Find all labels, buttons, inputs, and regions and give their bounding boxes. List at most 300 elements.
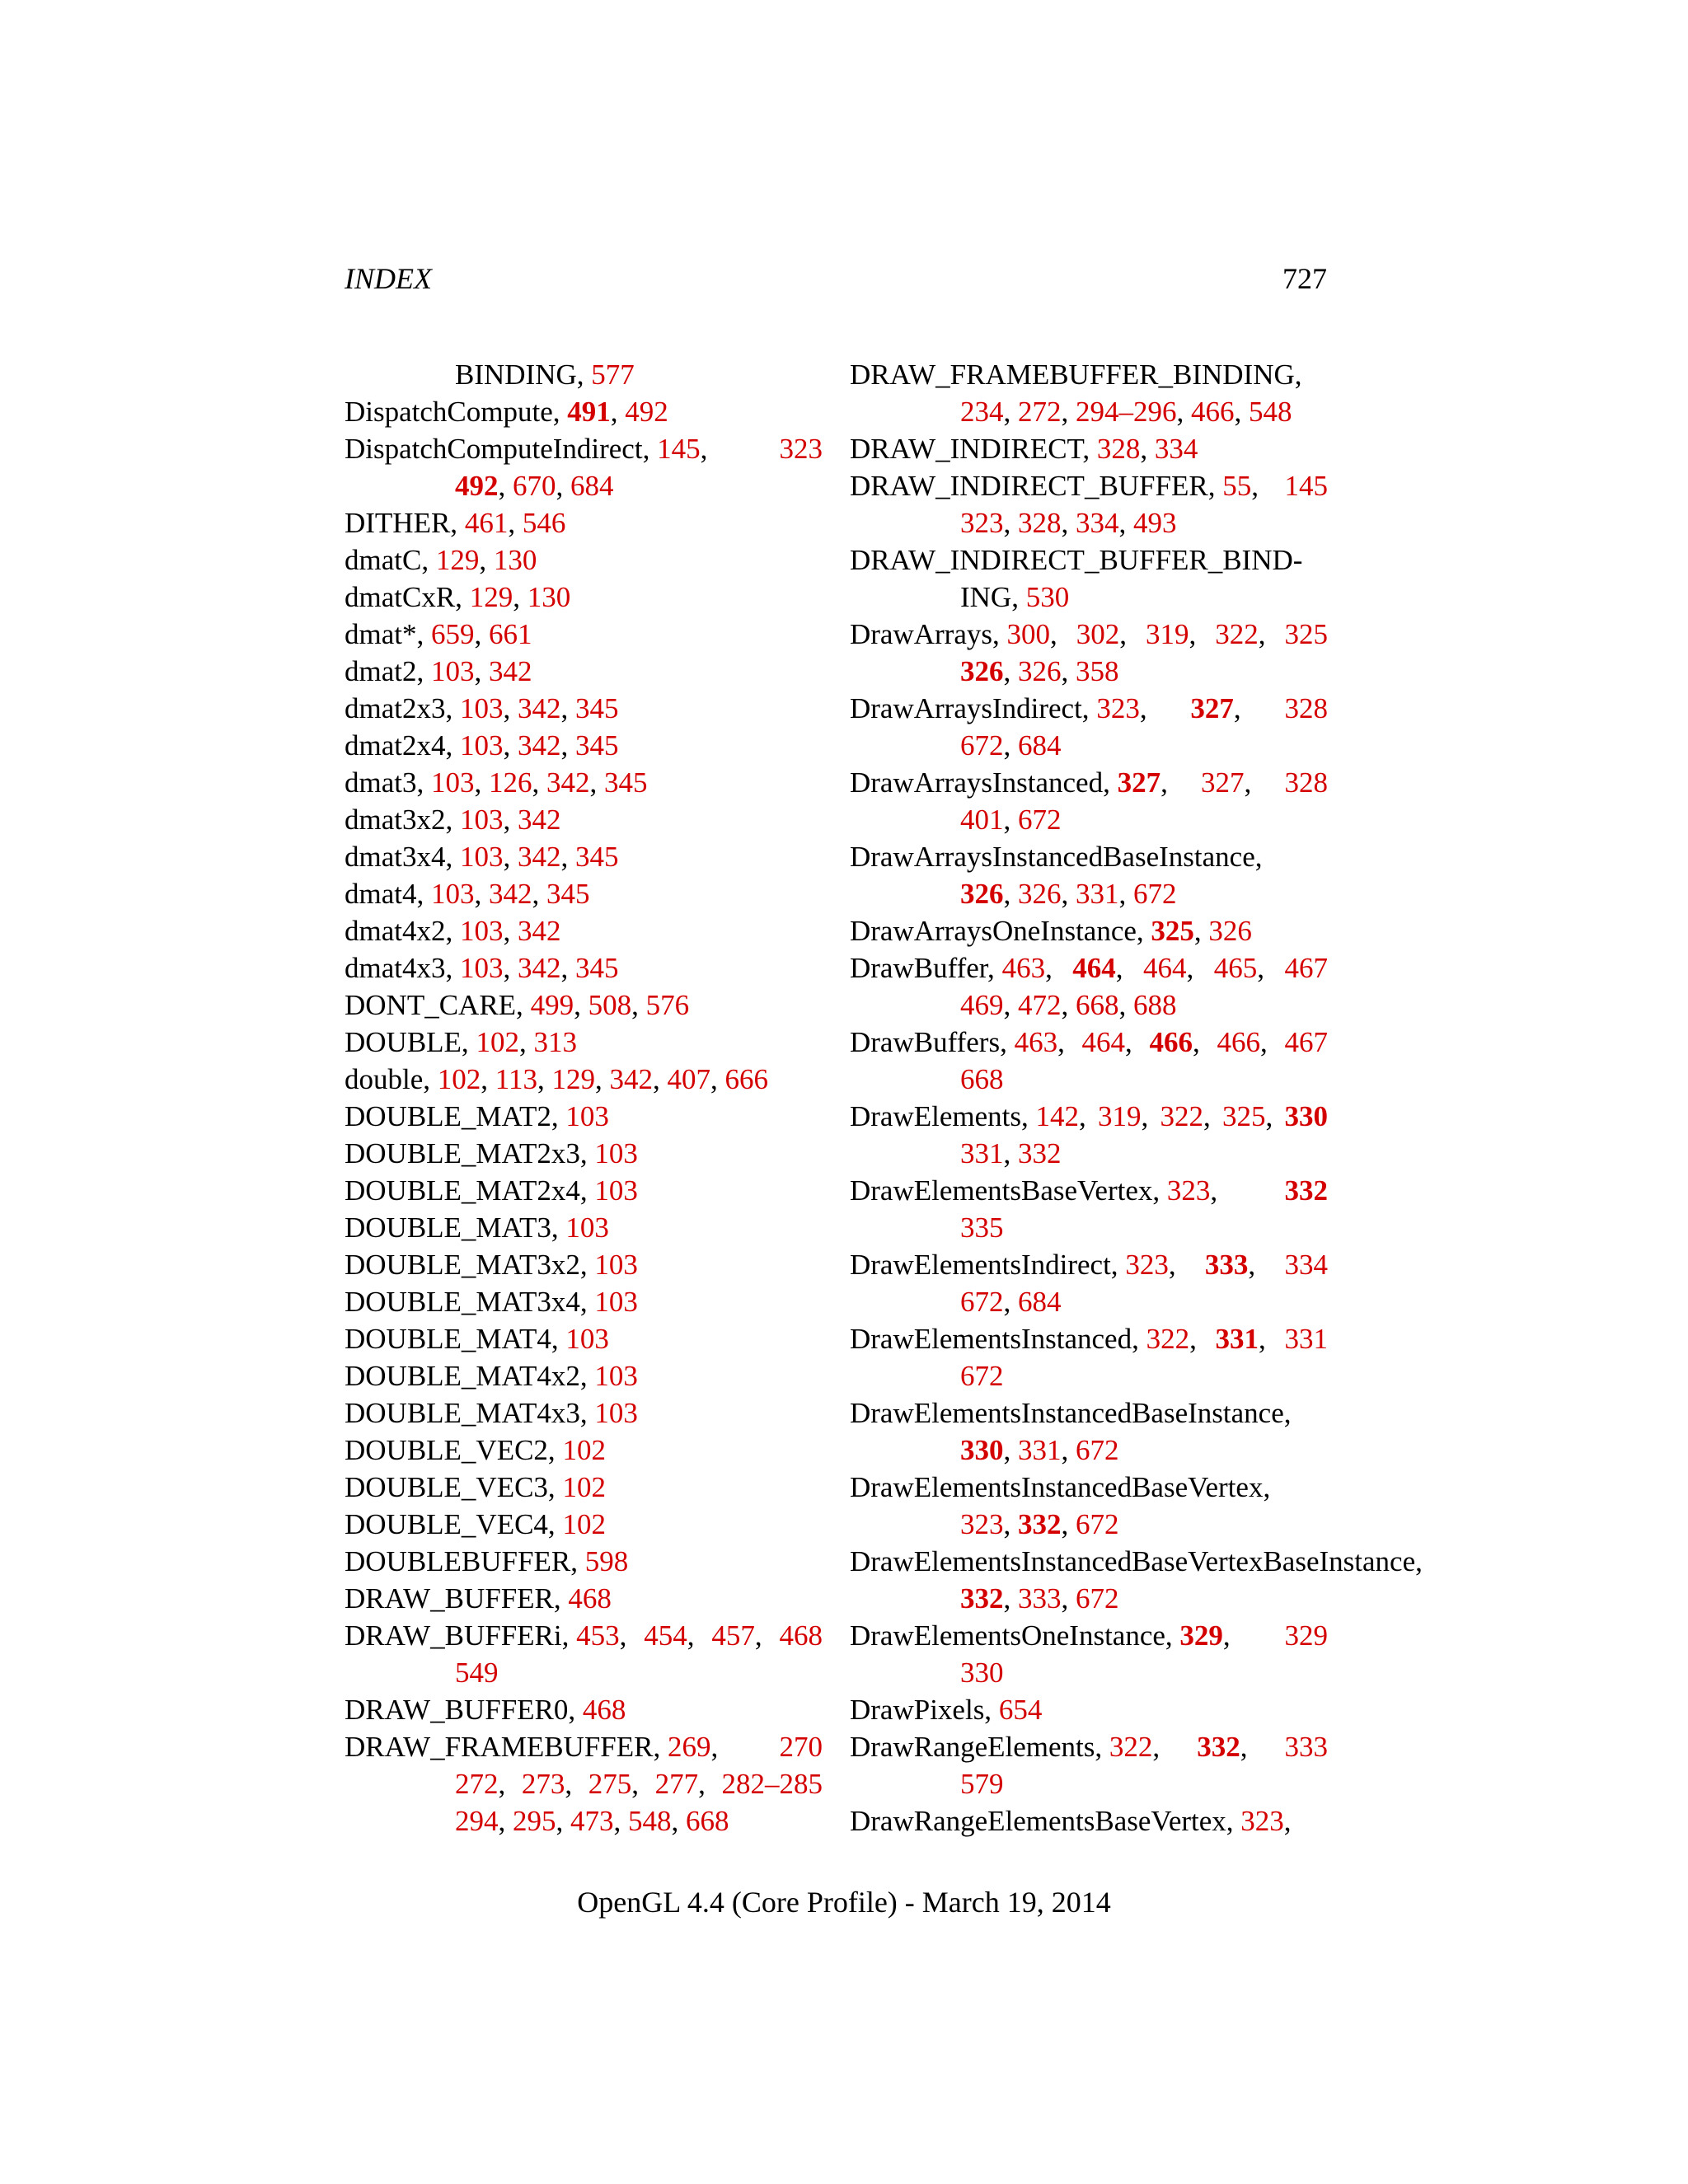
index-entry: dmat2x3, 103, 342, 345: [345, 692, 619, 724]
page-reference-link[interactable]: 126: [488, 766, 532, 799]
index-entry: DrawRangeElements, 322, 332, 333: [850, 1731, 1328, 1763]
index-entry: DONT_CARE, 499, 508, 576: [345, 989, 690, 1021]
page-reference-link[interactable]: 457: [711, 1619, 755, 1652]
index-entry: DRAW_INDIRECT_BUFFER, 55, 145: [850, 470, 1328, 502]
page-reference-link[interactable]: 103: [459, 804, 504, 836]
page-reference-link[interactable]: 113: [495, 1063, 537, 1095]
page-reference-link[interactable]: 468: [568, 1582, 612, 1615]
index-term: DRAW_BUFFERi,: [345, 1619, 577, 1652]
index-entry: [345, 1580, 823, 1617]
page-reference-link[interactable]: 275: [588, 1768, 632, 1800]
page-reference-link[interactable]: 549: [455, 1657, 499, 1689]
index-entry: [345, 1357, 823, 1394]
index-entry: dmat2, 103, 342: [345, 655, 532, 687]
page-reference-link[interactable]: 464: [1081, 1026, 1126, 1058]
page-reference-link[interactable]: 577: [591, 359, 635, 391]
page-reference-link[interactable]: 684: [1018, 1286, 1062, 1318]
page-reference-link[interactable]: 491: [567, 396, 611, 428]
index-entry-continuation: [850, 1654, 1443, 1691]
index-term: double,: [345, 1063, 438, 1095]
page-reference-link[interactable]: 464: [1143, 952, 1187, 984]
index-column-left: [345, 356, 823, 1840]
page-reference-link[interactable]: 493: [1133, 507, 1177, 539]
index-entry: [850, 356, 1443, 393]
index-entry-continuation: [850, 1765, 1443, 1802]
index-term: DrawArrays,: [850, 618, 1007, 650]
page-reference-link[interactable]: 672: [1133, 878, 1177, 910]
index-term: DRAW_FRAMEBUFFER_BINDING,: [850, 359, 1302, 391]
page-reference-link[interactable]: 672: [960, 729, 1004, 762]
index-term: dmat4x3,: [345, 952, 460, 984]
index-entry: [345, 1543, 823, 1580]
index-entry: dmat3x4, 103, 342, 345: [345, 841, 619, 873]
index-column-right: [850, 356, 1443, 1840]
index-term: DrawArraysOneInstance,: [850, 915, 1151, 947]
index-term: DrawArraysInstancedBaseInstance,: [850, 841, 1263, 873]
section-title: INDEX: [345, 262, 432, 295]
index-entry: dmat4x3, 103, 342, 345: [345, 952, 619, 984]
index-term: DOUBLE_MAT3x4,: [345, 1286, 595, 1318]
page-reference-link[interactable]: 469: [960, 989, 1004, 1021]
page-reference-link[interactable]: 102: [562, 1508, 606, 1540]
page-reference-link[interactable]: 322: [1215, 618, 1259, 650]
page-reference-link[interactable]: 103: [594, 1137, 638, 1169]
page-reference-link[interactable]: 342: [517, 804, 561, 836]
page-reference-link[interactable]: 466: [1217, 1026, 1260, 1058]
page-reference-link[interactable]: 323: [779, 433, 823, 465]
index-entry: [345, 1320, 823, 1357]
page-reference-link[interactable]: 103: [594, 1249, 638, 1281]
index-entry: DrawBuffers, 463, 464, 466, 466, 467: [850, 1026, 1328, 1058]
page-reference-link[interactable]: 102: [476, 1026, 519, 1058]
index-entry: DrawBuffer, 463, 464, 464, 465, 467: [850, 952, 1328, 984]
index-entry-continuation: [850, 1061, 1443, 1098]
page-reference-link[interactable]: 282–285: [721, 1768, 823, 1800]
page-reference-link[interactable]: 332: [1018, 1508, 1062, 1540]
page-reference-link[interactable]: 672: [960, 1360, 1004, 1392]
page-reference-link[interactable]: 342: [517, 729, 561, 762]
page-reference-link[interactable]: 273: [521, 1768, 565, 1800]
page-number: 727: [1282, 262, 1327, 295]
page-reference-link[interactable]: 103: [459, 692, 504, 724]
page-reference-link[interactable]: 270: [779, 1731, 823, 1763]
index-term: dmat3x2,: [345, 804, 460, 836]
page-reference-link[interactable]: 546: [522, 507, 566, 539]
page-reference-link[interactable]: 103: [594, 1397, 638, 1429]
index-term: DispatchCompute,: [345, 396, 568, 428]
index-entry: [345, 1135, 823, 1172]
page-reference-link[interactable]: 335: [960, 1212, 1004, 1244]
page-reference-link[interactable]: 666: [724, 1063, 768, 1095]
page-reference-link[interactable]: 234: [960, 396, 1004, 428]
index-entry: dmat4, 103, 342, 345: [345, 878, 590, 910]
index-entry-continuation: 469, 472, 668, 688: [960, 989, 1177, 1021]
page-reference-link[interactable]: 463: [1014, 1026, 1058, 1058]
page-reference-link[interactable]: 277: [654, 1768, 699, 1800]
page-reference-link[interactable]: 499: [530, 989, 574, 1021]
index-term: DrawElementsInstancedBaseInstance,: [850, 1397, 1292, 1429]
page-reference-link[interactable]: 272: [1018, 396, 1062, 428]
index-term: DrawElementsIndirect,: [850, 1249, 1126, 1281]
page-reference-link[interactable]: 659: [430, 618, 475, 650]
index-entry-continuation: 326, 326, 358: [960, 655, 1119, 687]
page-reference-link[interactable]: 508: [588, 989, 632, 1021]
index-entry-continuation: [850, 1209, 1443, 1246]
index-term: DRAW_INDIRECT_BUFFER_BIND-: [850, 544, 1303, 576]
index-entry: DRAW_BUFFERi, 453, 454, 457, 468: [345, 1619, 823, 1652]
index-entry: DrawArraysIndirect, 323, 327, 328: [850, 692, 1328, 724]
index-term: DrawArraysInstanced,: [850, 766, 1118, 799]
index-term: DrawPixels,: [850, 1694, 999, 1726]
page-reference-link[interactable]: 319: [1097, 1100, 1142, 1132]
index-entry-continuation: [345, 1654, 823, 1691]
index-entry: [345, 1506, 823, 1543]
index-term: ING,: [960, 581, 1026, 613]
page-reference-link[interactable]: 323: [960, 1508, 1004, 1540]
page-reference-link[interactable]: 294: [455, 1805, 499, 1837]
page-reference-link[interactable]: 345: [574, 841, 619, 873]
index-entry: [850, 1394, 1443, 1432]
index-term: DrawElementsInstancedBaseVertex,: [850, 1471, 1271, 1503]
page-reference-link[interactable]: 102: [562, 1471, 606, 1503]
page-reference-link[interactable]: 328: [1284, 692, 1328, 724]
index-term: DITHER,: [345, 507, 465, 539]
page-reference-link[interactable]: 472: [1018, 989, 1062, 1021]
page-reference-link[interactable]: 326: [1018, 878, 1062, 910]
page-reference-link[interactable]: 672: [960, 1286, 1004, 1318]
index-entry-continuation: 272, 273, 275, 277, 282–285: [455, 1768, 823, 1800]
index-entry-continuation: [345, 356, 823, 393]
page-reference-link[interactable]: 300: [1006, 618, 1050, 650]
index-entry: [850, 541, 1443, 579]
index-entry-continuation: 323, 328, 334, 493: [960, 507, 1177, 539]
page-reference-link[interactable]: 342: [517, 692, 561, 724]
page-reference-link[interactable]: 342: [517, 952, 561, 984]
page-reference-link[interactable]: 323: [1125, 1249, 1169, 1281]
page-reference-link[interactable]: 668: [1076, 989, 1119, 1021]
index-term: DOUBLEBUFFER,: [345, 1545, 585, 1577]
page-reference-link[interactable]: 332: [1197, 1731, 1240, 1763]
index-entry: [345, 1209, 823, 1246]
index-entry: [850, 1691, 1443, 1728]
index-term: BINDING,: [455, 359, 592, 391]
index-entry: DrawElementsInstanced, 322, 331, 331: [850, 1323, 1328, 1355]
page-reference-link[interactable]: 295: [513, 1805, 556, 1837]
page-reference-link[interactable]: 330: [1284, 1100, 1328, 1132]
page-reference-link[interactable]: 323: [1096, 692, 1140, 724]
index-entry-continuation: [850, 1357, 1443, 1394]
page-reference-link[interactable]: 466: [1149, 1026, 1193, 1058]
page-reference-link[interactable]: 331: [960, 1137, 1004, 1169]
index-entry: DrawArraysOneInstance, 325, 326: [850, 915, 1252, 947]
page-reference-link[interactable]: 492: [625, 396, 668, 428]
page-reference-link[interactable]: 342: [488, 655, 532, 687]
page-reference-link[interactable]: 401: [960, 804, 1004, 836]
page-reference-link[interactable]: 103: [594, 1286, 638, 1318]
index-term: dmat3x4,: [345, 841, 460, 873]
index-entry: DRAW_FRAMEBUFFER, 269, 270: [345, 1731, 823, 1763]
index-entry: dmat3, 103, 126, 342, 345: [345, 766, 648, 799]
index-term: DRAW_INDIRECT,: [850, 433, 1097, 465]
index-entry: DispatchCompute, 491, 492: [345, 396, 668, 428]
page-reference-link[interactable]: 103: [459, 841, 504, 873]
page-reference-link[interactable]: 313: [533, 1026, 577, 1058]
page-reference-link[interactable]: 530: [1025, 581, 1070, 613]
index-term: dmat2x3,: [345, 692, 460, 724]
page-reference-link[interactable]: 327: [1201, 766, 1245, 799]
index-entry: dmatCxR, 129, 130: [345, 581, 571, 613]
index-term: DONT_CARE,: [345, 989, 531, 1021]
index-entry: [345, 1172, 823, 1209]
page-reference-link[interactable]: 672: [1018, 804, 1062, 836]
page-reference-link[interactable]: 330: [960, 1657, 1004, 1689]
index-term: DOUBLE_VEC4,: [345, 1508, 563, 1540]
page-reference-link[interactable]: 407: [667, 1063, 710, 1095]
page-reference-link[interactable]: 492: [455, 470, 499, 502]
index-term: dmat*,: [345, 618, 431, 650]
index-entry-continuation: 323, 332, 672: [960, 1508, 1119, 1540]
index-entry: [345, 1394, 823, 1432]
page-reference-link[interactable]: 130: [527, 581, 571, 613]
index-entry: DrawRangeElementsBaseVertex, 323,: [850, 1805, 1292, 1837]
index-entry: DOUBLE, 102, 313: [345, 1026, 577, 1058]
page-reference-link[interactable]: 323: [1166, 1174, 1211, 1207]
page-reference-link[interactable]: 103: [430, 766, 475, 799]
index-term: DOUBLE_MAT3,: [345, 1212, 566, 1244]
page-reference-link[interactable]: 334: [1154, 433, 1198, 465]
page-reference-link[interactable]: 302: [1076, 618, 1120, 650]
page-reference-link[interactable]: 331: [1018, 1434, 1062, 1466]
page-reference-link[interactable]: 672: [1076, 1508, 1119, 1540]
page-reference-link[interactable]: 598: [584, 1545, 629, 1577]
page-reference-link[interactable]: 684: [570, 470, 614, 502]
index-term: DOUBLE,: [345, 1026, 476, 1058]
page-reference-link[interactable]: 345: [574, 952, 619, 984]
page-reference-link[interactable]: 672: [1076, 1434, 1119, 1466]
index-entry: DrawElements, 142, 319, 322, 325, 330: [850, 1100, 1328, 1132]
page-reference-link[interactable]: 672: [1076, 1582, 1119, 1615]
index-entry: DispatchComputeIndirect, 145, 323: [345, 433, 823, 465]
page-reference-link[interactable]: 668: [686, 1805, 729, 1837]
index-entry: [345, 1691, 823, 1728]
page-reference-link[interactable]: 103: [459, 729, 504, 762]
index-term: dmatCxR,: [345, 581, 470, 613]
index-entry: [850, 1543, 1443, 1580]
page-reference-link[interactable]: 103: [565, 1212, 609, 1244]
index-term: dmat3,: [345, 766, 431, 799]
page-reference-link[interactable]: 130: [493, 544, 537, 576]
index-entry-continuation: 401, 672: [960, 804, 1062, 836]
page-reference-link[interactable]: 345: [574, 729, 619, 762]
page-reference-link[interactable]: 322: [1109, 1731, 1153, 1763]
page-reference-link[interactable]: 467: [1284, 1026, 1328, 1058]
page-reference-link[interactable]: 330: [960, 1434, 1004, 1466]
index-entry: dmat2x4, 103, 342, 345: [345, 729, 619, 762]
page-reference-link[interactable]: 453: [576, 1619, 620, 1652]
page-reference-link[interactable]: 102: [562, 1434, 606, 1466]
page-reference-link[interactable]: 322: [1146, 1323, 1190, 1355]
index-entry: double, 102, 113, 129, 342, 407, 666: [345, 1063, 768, 1095]
index-entry: [345, 1432, 823, 1469]
page-reference-link[interactable]: 323: [1240, 1805, 1284, 1837]
page-reference-link[interactable]: 684: [1018, 729, 1062, 762]
index-term: DrawArraysIndirect,: [850, 692, 1097, 724]
page-reference-link[interactable]: 322: [1160, 1100, 1203, 1132]
page-reference-link[interactable]: 454: [644, 1619, 687, 1652]
index-term: DrawBuffer,: [850, 952, 1002, 984]
index-entry: dmat*, 659, 661: [345, 618, 532, 650]
index-entry-continuation: 331, 332: [960, 1137, 1062, 1169]
page-reference-link[interactable]: 326: [960, 655, 1004, 687]
page-reference-link[interactable]: 688: [1133, 989, 1177, 1021]
index-term: DOUBLE_VEC2,: [345, 1434, 563, 1466]
page-reference-link[interactable]: 464: [1072, 952, 1116, 984]
index-term: DOUBLE_MAT2x4,: [345, 1174, 595, 1207]
page-reference-link[interactable]: 467: [1284, 952, 1328, 984]
page-reference-link[interactable]: 465: [1213, 952, 1258, 984]
page-footer: OpenGL 4.4 (Core Profile) - March 19, 2014: [577, 1886, 1111, 1919]
index-term: dmat4x2,: [345, 915, 460, 947]
page-reference-link[interactable]: 654: [998, 1694, 1043, 1726]
page-reference-link[interactable]: 319: [1145, 618, 1189, 650]
page-reference-link[interactable]: 326: [1018, 655, 1062, 687]
index-entry-continuation: 330, 331, 672: [960, 1434, 1119, 1466]
index-term: DOUBLE_VEC3,: [345, 1471, 563, 1503]
index-entry-continuation: [850, 579, 1443, 616]
page-reference-link[interactable]: 103: [459, 952, 504, 984]
page-reference-link[interactable]: 548: [1249, 396, 1292, 428]
page-reference-link[interactable]: 129: [469, 581, 513, 613]
index-entry: [345, 1469, 823, 1506]
page-reference-link[interactable]: 333: [1204, 1249, 1249, 1281]
index-term: dmat2x4,: [345, 729, 460, 762]
index-term: DRAW_FRAMEBUFFER,: [345, 1731, 668, 1763]
page-reference-link[interactable]: 332: [1018, 1137, 1062, 1169]
page-reference-link[interactable]: 327: [1117, 766, 1161, 799]
page-reference-link[interactable]: 103: [430, 655, 475, 687]
index-term: DispatchComputeIndirect,: [345, 433, 658, 465]
index-term: DrawBuffers,: [850, 1026, 1015, 1058]
page-reference-link[interactable]: 326: [960, 878, 1004, 910]
page-reference-link[interactable]: 342: [517, 841, 561, 873]
index-term: DRAW_BUFFER0,: [345, 1694, 583, 1726]
page-reference-link[interactable]: 342: [488, 878, 532, 910]
page-reference-link[interactable]: 329: [1284, 1619, 1328, 1652]
page-reference-link[interactable]: 325: [1284, 618, 1328, 650]
index-term: DrawElementsInstancedBaseVertexBaseInstance,: [850, 1545, 1423, 1577]
page-reference-link[interactable]: 345: [574, 692, 619, 724]
page-reference-link[interactable]: 579: [960, 1768, 1004, 1800]
page-reference-link[interactable]: 548: [628, 1805, 672, 1837]
page-reference-link[interactable]: 145: [1284, 470, 1328, 502]
page-reference-link[interactable]: 342: [517, 915, 561, 947]
page-reference-link[interactable]: 323: [960, 507, 1004, 539]
page-reference-link[interactable]: 329: [1179, 1619, 1223, 1652]
page-reference-link[interactable]: 334: [1284, 1249, 1328, 1281]
page-reference-link[interactable]: 129: [551, 1063, 595, 1095]
page-reference-link[interactable]: 294–296: [1076, 396, 1177, 428]
index-entry: DITHER, 461, 546: [345, 507, 566, 539]
index-entry: dmat4x2, 103, 342: [345, 915, 561, 947]
index-term: DrawElementsOneInstance,: [850, 1619, 1180, 1652]
page-reference-link[interactable]: 576: [645, 989, 690, 1021]
page-reference-link[interactable]: 466: [1191, 396, 1235, 428]
index-entry-continuation: 234, 272, 294–296, 466, 548: [960, 396, 1292, 428]
page-reference-link[interactable]: 670: [513, 470, 556, 502]
page-reference-link[interactable]: 345: [546, 878, 590, 910]
page-reference-link[interactable]: 333: [1018, 1582, 1062, 1615]
page-reference-link[interactable]: 668: [960, 1063, 1004, 1095]
page-reference-link[interactable]: 272: [455, 1768, 499, 1800]
index-entry-continuation: 294, 295, 473, 548, 668: [455, 1805, 729, 1837]
index-entry: [345, 1283, 823, 1320]
page-reference-link[interactable]: 331: [1284, 1323, 1328, 1355]
index-entry-continuation: 332, 333, 672: [960, 1582, 1119, 1615]
index-term: DrawRangeElements,: [850, 1731, 1109, 1763]
page-reference-link[interactable]: 325: [1221, 1100, 1266, 1132]
page-reference-link[interactable]: 358: [1076, 655, 1119, 687]
page-reference-link[interactable]: 342: [609, 1063, 653, 1095]
page-reference-link[interactable]: 342: [546, 766, 590, 799]
page-reference-link[interactable]: 103: [565, 1100, 609, 1132]
index-entry: dmat3x2, 103, 342: [345, 804, 561, 836]
index-term: DrawElementsInstanced,: [850, 1323, 1146, 1355]
page-reference-link[interactable]: 331: [1215, 1323, 1259, 1355]
page-reference-link[interactable]: 103: [565, 1323, 609, 1355]
page-reference-link[interactable]: 142: [1035, 1100, 1079, 1132]
index-entry-continuation: 492, 670, 684: [455, 470, 614, 502]
index-entry: DrawArrays, 300, 302, 319, 322, 325: [850, 618, 1328, 650]
page-reference-link[interactable]: 661: [488, 618, 532, 650]
index-entry: DrawArraysInstanced, 327, 327, 328: [850, 766, 1328, 799]
index-term: dmatC,: [345, 544, 436, 576]
index-term: DOUBLE_MAT4x2,: [345, 1360, 595, 1392]
page-reference-link[interactable]: 103: [459, 915, 504, 947]
page-reference-link[interactable]: 103: [594, 1360, 638, 1392]
page-reference-link[interactable]: 461: [464, 507, 509, 539]
index-entry: [345, 1246, 823, 1283]
page-reference-link[interactable]: 332: [1284, 1174, 1328, 1207]
index-entry: [850, 838, 1443, 875]
page-reference-link[interactable]: 345: [603, 766, 648, 799]
page-reference-link[interactable]: 473: [570, 1805, 614, 1837]
page-reference-link[interactable]: 463: [1001, 952, 1046, 984]
page-reference-link[interactable]: 55: [1222, 470, 1252, 502]
index-term: DrawElementsBaseVertex,: [850, 1174, 1167, 1207]
page-reference-link[interactable]: 468: [779, 1619, 823, 1652]
index-entry: [850, 1469, 1443, 1506]
page-reference-link[interactable]: 145: [657, 433, 701, 465]
page-reference-link[interactable]: 325: [1151, 915, 1194, 947]
index-term: dmat4,: [345, 878, 431, 910]
page-reference-link[interactable]: 103: [594, 1174, 638, 1207]
page-reference-link[interactable]: 328: [1096, 433, 1141, 465]
index-entry: [345, 1098, 823, 1135]
page-reference-link[interactable]: 269: [668, 1731, 711, 1763]
page-reference-link[interactable]: 468: [582, 1694, 626, 1726]
page-reference-link[interactable]: 334: [1076, 507, 1119, 539]
page-reference-link[interactable]: 103: [430, 878, 475, 910]
page-reference-link[interactable]: 332: [960, 1582, 1004, 1615]
page-reference-link[interactable]: 331: [1076, 878, 1119, 910]
page-reference-link[interactable]: 328: [1018, 507, 1062, 539]
page-reference-link[interactable]: 327: [1190, 692, 1234, 724]
page-reference-link[interactable]: 102: [437, 1063, 481, 1095]
page-reference-link[interactable]: 129: [435, 544, 480, 576]
page-reference-link[interactable]: 328: [1284, 766, 1328, 799]
page-reference-link[interactable]: 326: [1208, 915, 1252, 947]
page-reference-link[interactable]: 333: [1284, 1731, 1328, 1763]
